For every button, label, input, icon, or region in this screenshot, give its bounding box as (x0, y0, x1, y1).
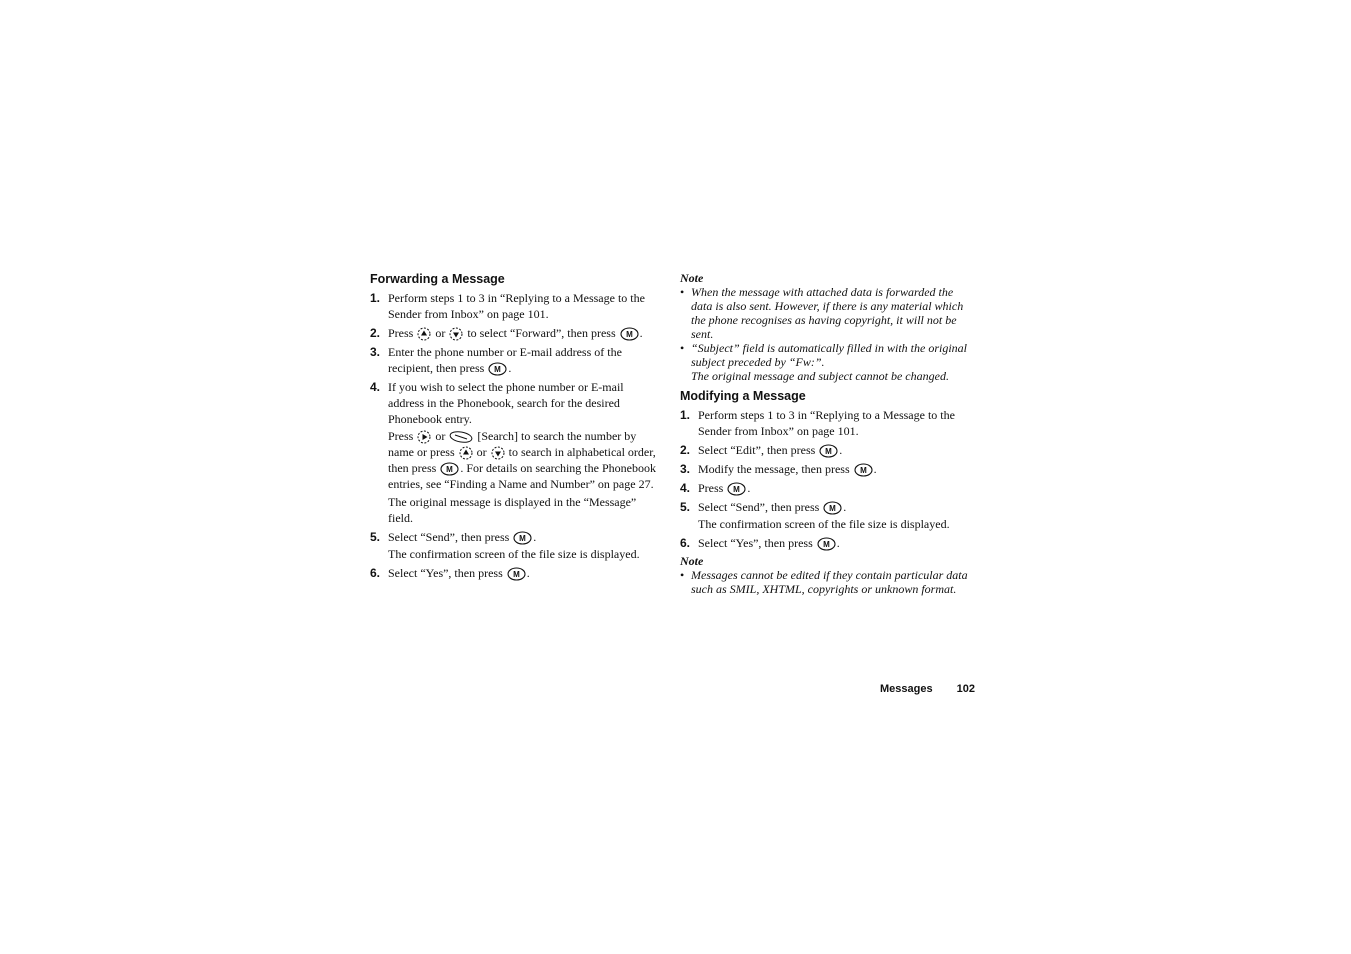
step-item (680, 480, 970, 496)
step-number: 6. (370, 566, 381, 580)
step-sub-text: The confirmation screen of the file size is displayed. (698, 517, 950, 531)
m-key-icon (507, 567, 526, 581)
page-footer (880, 683, 975, 695)
step-text: Press (388, 429, 414, 443)
m-key-label: M (825, 447, 833, 456)
step-number: 6. (680, 536, 691, 550)
step-text: . (747, 481, 751, 495)
step-text: . (526, 566, 530, 580)
step-number: 1. (370, 291, 381, 305)
m-key-icon (513, 531, 532, 545)
step-text: . (533, 530, 537, 544)
soft-key-icon (449, 430, 473, 444)
step-text: or (435, 326, 446, 340)
nav-down-icon (449, 327, 463, 341)
note-list (680, 568, 970, 596)
step-number: 2. (370, 326, 381, 340)
step-item (680, 499, 970, 532)
step-text: . (839, 443, 843, 457)
section-heading-modifying: Modifying a Message (680, 389, 806, 403)
m-key-label: M (512, 570, 520, 579)
step-number: 3. (680, 462, 691, 476)
step-text: . For details on searching the Phonebook entries, see “Finding a Name and Number” on page 27. (388, 461, 656, 491)
note-item (680, 568, 970, 596)
step-text: to select “Forward”, then press (467, 326, 616, 340)
nav-up-icon (417, 327, 431, 341)
step-text: to search in alphabetical order, then press (388, 445, 656, 475)
note-text: When the message with attached data is forwarded the data is also sent. However, if there is any material which the phone recognises as having copyright, it will not be sent. (691, 285, 964, 341)
step-number: 2. (680, 443, 691, 457)
m-key-label: M (446, 465, 454, 474)
step-sub-text: The confirmation screen of the file size is displayed. (388, 547, 640, 561)
m-key-icon (819, 444, 838, 458)
step-text: [Search] to search the number by name or press (388, 429, 637, 459)
step-item (680, 407, 970, 439)
step-item (370, 379, 660, 526)
step-sub-text: The original message is displayed in the “Message” field. (388, 495, 637, 525)
step-item (370, 529, 660, 562)
footer-section: Messages (880, 683, 933, 695)
m-key-label: M (625, 330, 633, 339)
step-item (370, 290, 660, 322)
step-text: . (873, 462, 877, 476)
m-key-label: M (519, 534, 527, 543)
step-number: 1. (680, 408, 691, 422)
m-key-icon (823, 501, 842, 515)
m-key-label: M (733, 485, 741, 494)
step-number: 4. (370, 380, 381, 394)
step-text: Select “Edit”, then press (698, 443, 816, 457)
m-key-icon (727, 482, 746, 496)
m-key-icon (817, 537, 836, 551)
step-number: 5. (680, 500, 691, 514)
m-key-icon (488, 362, 507, 376)
step-text: Modify the message, then press (698, 462, 850, 476)
m-key-icon (440, 462, 459, 476)
page-number: 102 (956, 683, 975, 695)
nav-right-icon (417, 430, 431, 444)
step-item (680, 535, 970, 551)
modifying-steps (680, 407, 970, 551)
step-item (370, 325, 660, 341)
step-text: Press (698, 481, 724, 495)
step-text: . (836, 536, 840, 550)
step-text: . (843, 500, 847, 514)
step-number: 5. (370, 530, 381, 544)
bullet: • (680, 341, 685, 355)
note-heading: Note (680, 554, 704, 568)
step-text: Select “Send”, then press (698, 500, 820, 514)
step-text: Select “Send”, then press (388, 530, 510, 544)
step-text: If you wish to select the phone number or E-mail address in the Phonebook, search for the desired Phonebook entry. (388, 380, 624, 426)
step-text: or (435, 429, 446, 443)
note-item (680, 285, 970, 341)
note-item (680, 341, 970, 369)
m-key-icon (854, 463, 873, 477)
note-text: Messages cannot be edited if they contain particular data such as SMIL, XHTML, copyrights or unknown format. (691, 568, 968, 596)
step-text: Perform steps 1 to 3 in “Replying to a Message to the Sender from Inbox” on page 101. (388, 291, 645, 321)
step-number: 4. (680, 481, 691, 495)
step-item (680, 442, 970, 458)
step-number: 3. (370, 345, 381, 359)
step-sub-text (388, 428, 660, 492)
step-text: Press (388, 326, 414, 340)
m-key-label: M (859, 466, 867, 475)
step-item (680, 461, 970, 477)
step-text: Select “Yes”, then press (388, 566, 503, 580)
nav-up-icon (459, 446, 473, 460)
right-column (680, 271, 970, 596)
step-item (370, 344, 660, 376)
step-text: . (639, 326, 643, 340)
bullet: • (680, 285, 685, 299)
note-text: The original message and subject cannot be changed. (691, 369, 949, 383)
step-text: Enter the phone number or E-mail address of the recipient, then press (388, 345, 622, 375)
section-heading-forwarding: Forwarding a Message (370, 272, 505, 286)
note-list (680, 285, 970, 369)
step-text: . (508, 361, 512, 375)
step-text: Select “Yes”, then press (698, 536, 813, 550)
bullet: • (680, 568, 685, 582)
m-key-icon (620, 327, 639, 341)
step-item (370, 565, 660, 581)
step-text: Perform steps 1 to 3 in “Replying to a Message to the Sender from Inbox” on page 101. (698, 408, 955, 438)
m-key-label: M (829, 504, 837, 513)
forwarding-steps (370, 290, 660, 581)
step-text: or (476, 445, 487, 459)
nav-down-icon (491, 446, 505, 460)
m-key-label: M (494, 365, 502, 374)
note-text: “Subject” field is automatically filled in with the original subject preceded by “Fw:”. (691, 341, 967, 369)
note-heading: Note (680, 271, 704, 285)
left-column (370, 271, 660, 584)
m-key-label: M (822, 540, 830, 549)
